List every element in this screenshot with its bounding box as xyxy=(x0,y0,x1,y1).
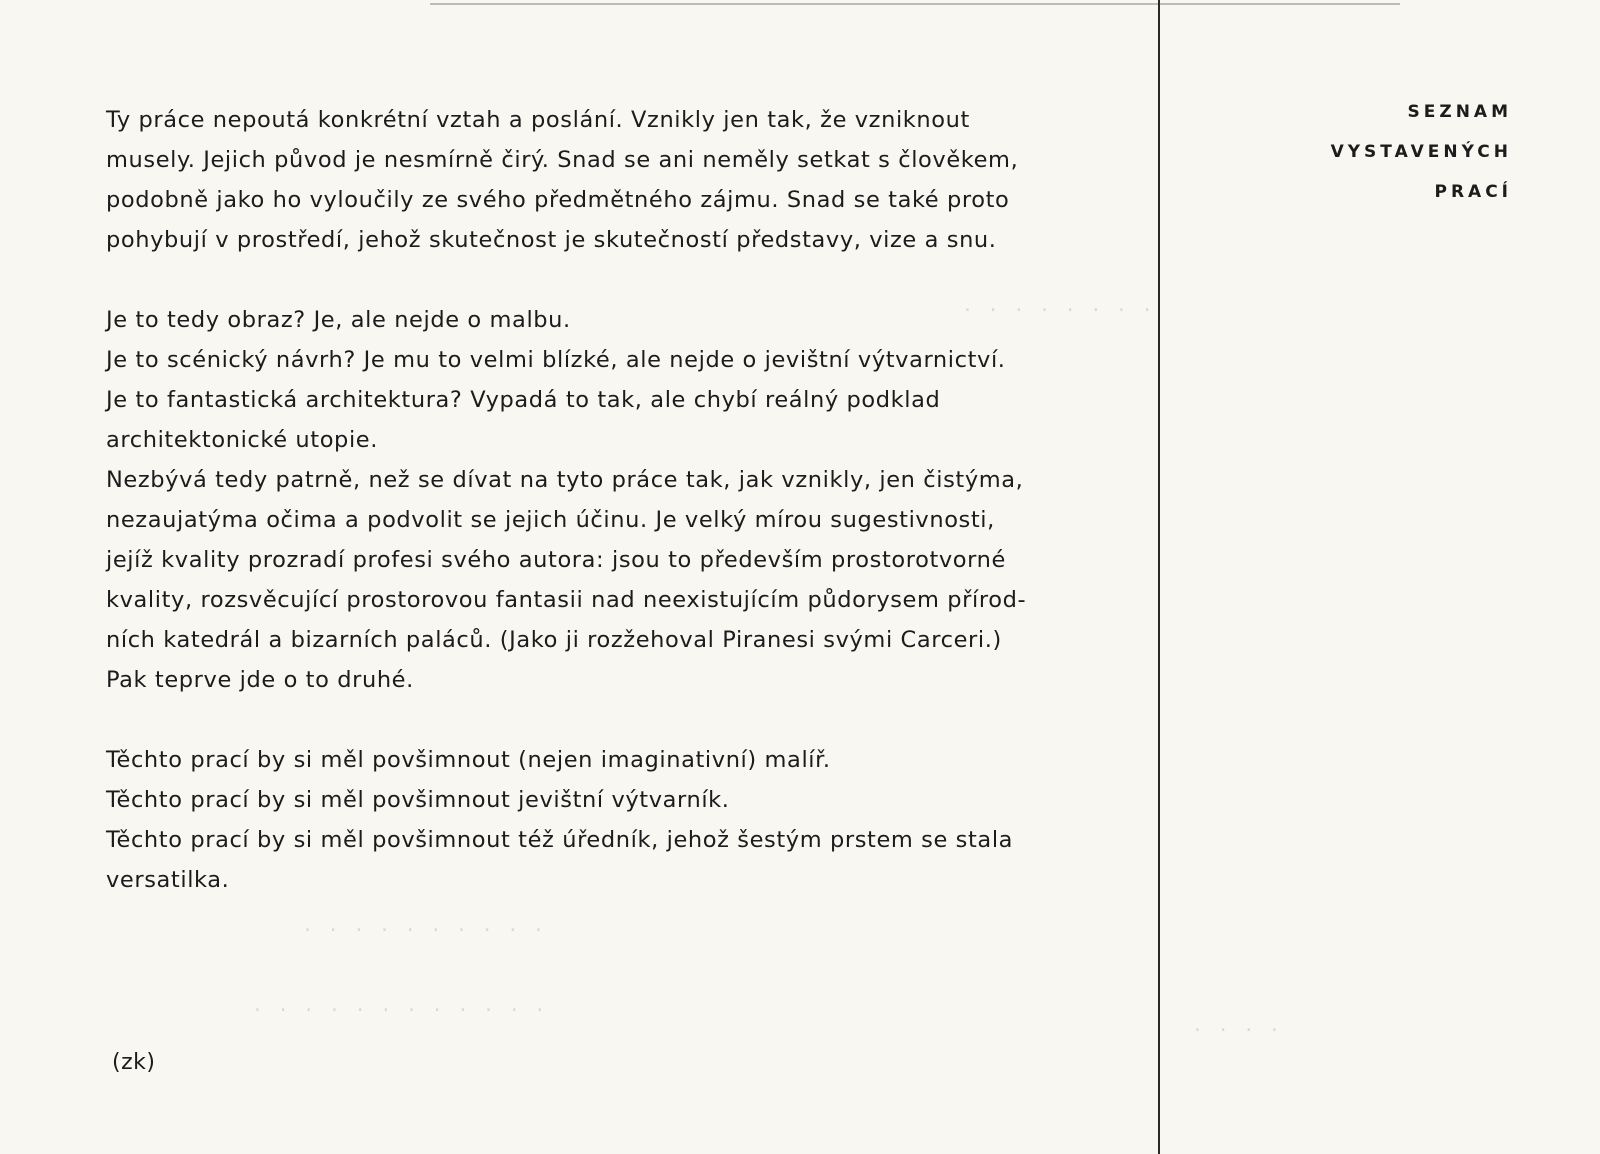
text-line: Těchto prací by si měl povšimnout též úředník, jehož šestým prstem se stala xyxy=(106,827,1014,853)
text-line: versatilka. xyxy=(106,867,230,893)
text-line: jejíž kvality prozradí profesi svého autora: jsou to především prostorotvorné xyxy=(106,547,1006,573)
paragraph-1 xyxy=(106,100,1082,260)
bleed-through-mark: · · · · · · · · xyxy=(960,300,1153,321)
sidebar-title-line: PRACÍ xyxy=(1434,182,1512,202)
bleed-through-mark: · · · · · · · · · · · · xyxy=(250,1000,546,1021)
text-line: Je to tedy obraz? Je, ale nejde o malbu. xyxy=(106,307,571,333)
text-line: architektonické utopie. xyxy=(106,427,378,453)
text-line: musely. Jejich původ je nesmírně čirý. Snad se ani neměly setkat s člověkem, xyxy=(106,147,1019,173)
text-line: Je to scénický návrh? Je mu to velmi blízké, ale nejde o jevištní výtvarnictví. xyxy=(106,347,1006,373)
text-line: pohybují v prostředí, jehož skutečnost je skutečností představy, vize a snu. xyxy=(106,227,997,253)
main-text-column xyxy=(106,100,1082,900)
text-line: ních katedrál a bizarních paláců. (Jako ji rozžehoval Piranesi svými Carceri.) xyxy=(106,627,1002,653)
text-line: Je to fantastická architektura? Vypadá to tak, ale chybí reálný podklad xyxy=(106,387,941,413)
author-signature: (zk) xyxy=(112,1050,156,1075)
top-edge-line xyxy=(430,3,1400,5)
bleed-through-mark: · · · · xyxy=(1190,1020,1280,1041)
text-line: nezaujatýma očima a podvolit se jejich účinu. Je velký mírou sugestivnosti, xyxy=(106,507,995,533)
paragraph-3 xyxy=(106,740,1082,900)
sidebar-title-line: VYSTAVENÝCH xyxy=(1330,142,1512,162)
text-line: Ty práce nepoutá konkrétní vztah a poslání. Vznikly jen tak, že vzniknout xyxy=(106,107,970,133)
column-divider xyxy=(1158,0,1160,1154)
text-line: Těchto prací by si měl povšimnout (nejen imaginativní) malíř. xyxy=(106,747,831,773)
text-line: Těchto prací by si měl povšimnout jevištní výtvarník. xyxy=(106,787,730,813)
bleed-through-mark: · · · · · · · · · · xyxy=(300,920,544,941)
text-line: podobně jako ho vyloučily ze svého předmětného zájmu. Snad se také proto xyxy=(106,187,1010,213)
text-line: kvality, rozsvěcující prostorovou fantasii nad neexistujícím půdorysem přírod- xyxy=(106,587,1027,613)
paragraph-gap xyxy=(106,260,1082,300)
paragraph-2 xyxy=(106,300,1082,700)
text-line: Pak teprve jde o to druhé. xyxy=(106,667,414,693)
text-line: Nezbývá tedy patrně, než se dívat na tyto práce tak, jak vznikly, jen čistýma, xyxy=(106,467,1024,493)
paragraph-gap xyxy=(106,700,1082,740)
sidebar-title xyxy=(1331,92,1512,212)
sidebar-title-line: SEZNAM xyxy=(1407,102,1512,122)
